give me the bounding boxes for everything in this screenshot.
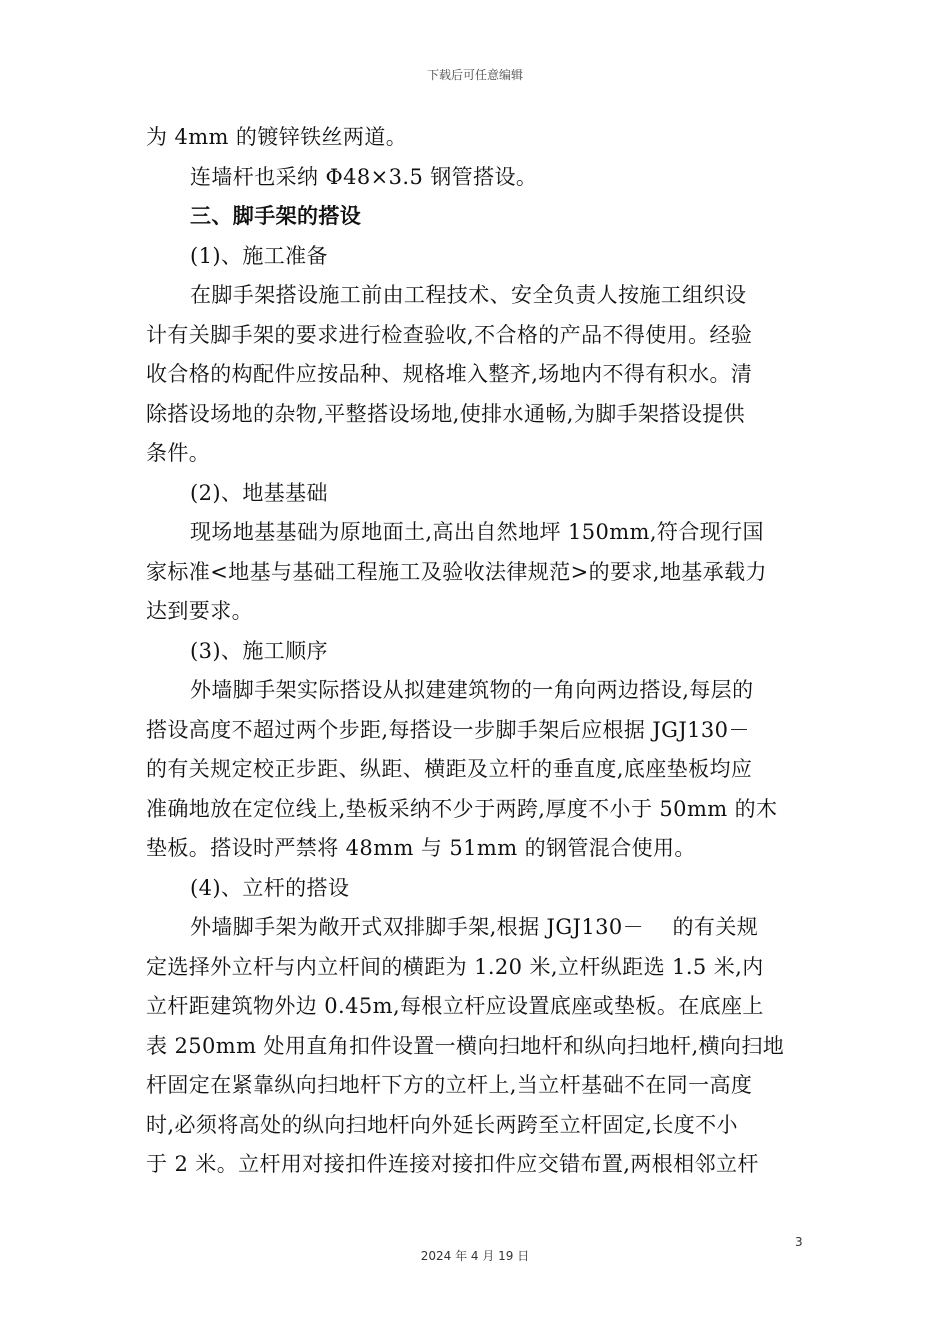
text-line: 达到要求。 xyxy=(146,599,253,623)
document-body xyxy=(146,118,808,1185)
paragraph-wall-tie xyxy=(146,158,808,198)
text-line: 计有关脚手架的要求进行检查验收,不合格的产品不得使用。经验 xyxy=(146,322,753,347)
text-line: 立杆距建筑物外边 0.45m,每根立杆应设置底座或垫板。在底座上 xyxy=(146,994,764,1018)
subheading-upright-poles: (4)、立杆的搭设 xyxy=(190,875,350,900)
paragraph-wire-continuation xyxy=(146,118,808,158)
page-header: 下载后可任意编辑 xyxy=(426,68,523,82)
text-line: 时,必须将高处的纵向扫地杆向外延长两跨至立杆固定,长度不小 xyxy=(146,1112,738,1137)
text-line: 的有关规定校正步距、纵距、横距及立杆的垂直度,底座垫板均应 xyxy=(146,757,753,781)
text-line: 收合格的构配件应按品种、规格堆入整齐,场地内不得有积水。清 xyxy=(146,362,753,386)
text-line: 搭设高度不超过两个步距,每搭设一步脚手架后应根据 JGJ130－ xyxy=(146,717,750,742)
section-heading: 三、脚手架的搭设 xyxy=(190,204,362,228)
text-line: 为 4mm 的镀锌铁丝两道。 xyxy=(146,125,408,149)
text-line: 外墙脚手架实际搭设从拟建建筑物的一角向两边搭设,每层的 xyxy=(190,678,754,702)
text-line: 连墙杆也采纳 Φ48×3.5 钢管搭设。 xyxy=(190,164,538,189)
text-line: 垫板。搭设时严禁将 48mm 与 51mm 的钢管混合使用。 xyxy=(146,836,696,860)
text-line: 条件。 xyxy=(146,441,211,465)
paragraph-preparation xyxy=(146,276,808,474)
text-line: 准确地放在定位线上,垫板采纳不少于两跨,厚度不小于 50mm 的木 xyxy=(146,796,778,821)
text-line: 在脚手架搭设施工前由工程技术、安全负责人按施工组织设 xyxy=(190,283,747,307)
text-line: 家标准<地基与基础工程施工及验收法律规范>的要求,地基承载力 xyxy=(146,559,767,584)
paragraph-foundation xyxy=(146,513,808,632)
text-line: 除搭设场地的杂物,平整搭设场地,使排水通畅,为脚手架搭设提供 xyxy=(146,401,746,426)
footer-date: 2024 年 4 月 19 日 xyxy=(420,1249,530,1263)
subheading-foundation: (2)、地基基础 xyxy=(190,480,328,505)
text-line: 外墙脚手架为敞开式双排脚手架,根据 JGJ130－ 的有关规 xyxy=(190,915,759,939)
text-line: 现场地基基础为原地面土,高出自然地坪 150mm,符合现行国 xyxy=(190,520,764,544)
text-line: 定选择外立杆与内立杆间的横距为 1.20 米,立杆纵距选 1.5 米,内 xyxy=(146,954,764,979)
paragraph-sequence xyxy=(146,671,808,869)
paragraph-upright-poles xyxy=(146,908,808,1185)
page-number: 3 xyxy=(795,1235,803,1249)
text-line: 杆固定在紧靠纵向扫地杆下方的立杆上,当立杆基础不在同一高度 xyxy=(146,1073,753,1097)
text-line: 表 250mm 处用直角扣件设置一横向扫地杆和纵向扫地杆,横向扫地 xyxy=(146,1033,785,1058)
text-line: 于 2 米。立杆用对接扣件连接对接扣件应交错布置,两根相邻立杆 xyxy=(146,1152,759,1176)
subheading-preparation: (1)、施工准备 xyxy=(190,243,328,268)
subheading-sequence: (3)、施工顺序 xyxy=(190,638,328,663)
